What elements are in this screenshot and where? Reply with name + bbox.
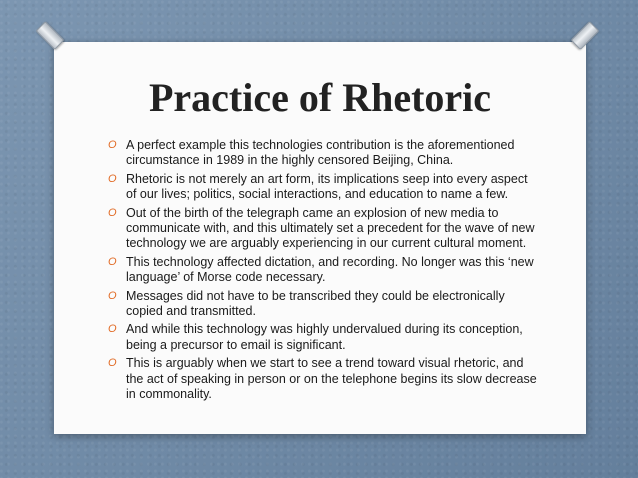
list-item [108, 356, 538, 402]
bullet-marker-icon: O [108, 139, 117, 151]
list-item [108, 206, 538, 252]
bullet-text: And while this technology was highly undervalued during its conception, being a precursor to email is significant. [126, 322, 523, 352]
bullet-text: Out of the birth of the telegraph came an explosion of new media to communicate with, and this ultimately set a precedent for the wave of new technology we are arguably experiencing in our current cultural moment. [126, 205, 535, 251]
bullet-list [108, 138, 538, 406]
list-item [108, 255, 538, 286]
bullet-marker-icon: O [108, 206, 117, 219]
bullet-marker-icon: O [108, 289, 117, 302]
list-item [108, 138, 538, 169]
list-item [108, 289, 538, 320]
bullet-text: Messages did not have to be transcribed they could be electronically copied and transmitted. [126, 288, 505, 319]
list-item [108, 322, 538, 353]
bullet-text: This is arguably when we start to see a trend toward visual rhetoric, and the act of speaking in person or on the telephone begins its slow decrease in commonality. [126, 356, 537, 402]
list-item [108, 172, 538, 203]
bullet-marker-icon: O [108, 323, 117, 336]
bullet-marker-icon: O [108, 357, 117, 370]
bullet-text: A perfect example this technologies contribution is the aforementioned circumstance in 1989 in the highly censored Beijing, China. [126, 138, 515, 168]
bullet-text: Rhetoric is not merely an art form, its implications seep into every aspect of our lives; politics, social interactions, and education to name a few. [126, 171, 528, 202]
bullet-marker-icon: O [108, 255, 117, 268]
bullet-marker-icon: O [108, 172, 117, 185]
bullet-text: This technology affected dictation, and recording. No longer was this ‘new language’ of Morse code necessary. [126, 254, 534, 285]
slide-title: Practice of Rhetoric [148, 75, 492, 120]
